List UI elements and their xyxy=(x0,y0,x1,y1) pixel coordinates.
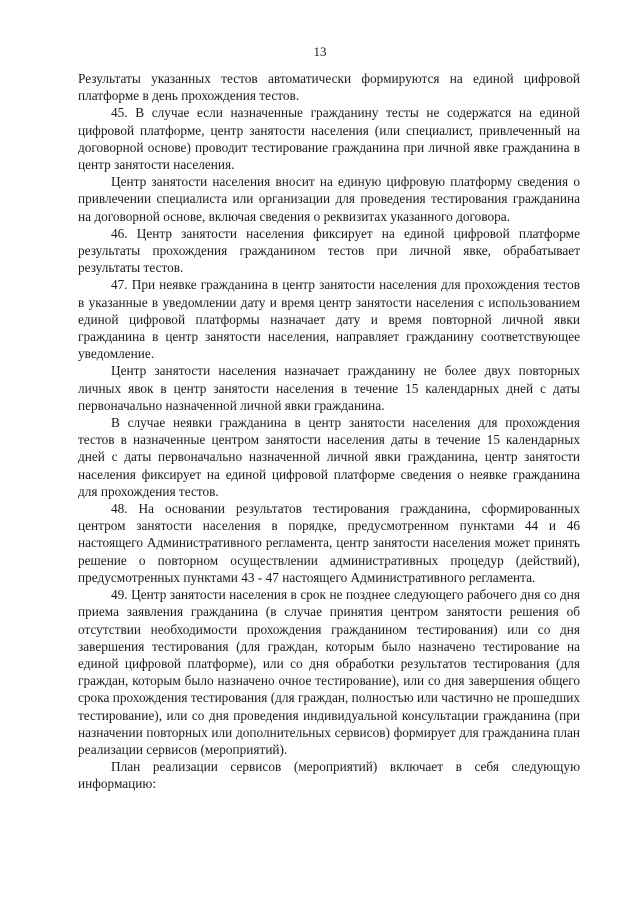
paragraph-specialist-info: Центр занятости населения вносит на единую цифровую платформу сведения о привлечении специалиста или организации для проведения тестирования гражданина на договорной основе, включая сведения о реквизитах указанного договора. xyxy=(78,174,580,224)
paragraph-item-46: 46. Центр занятости населения фиксирует на единой цифровой платформе результаты прохождения гражданином тестов при личной явке, обрабатывает результаты тестов. xyxy=(78,225,580,276)
paragraph-test-results: Результаты указанных тестов автоматически формируются на единой цифровой платформе в день прохождения тестов. xyxy=(78,71,580,104)
paragraph-repeat-visits: Центр занятости населения назначает гражданину не более двух повторных личных явок в центр занятости населения в течение 15 календарных дней с даты первоначально назначенной личной явки гражданина. xyxy=(78,363,580,413)
paragraph-item-49: 49. Центр занятости населения в срок не позднее следующего рабочего дня со дня приема заявления гражданина (в случае принятия центром занятости решения об отсутствии необходимости прохождения гражданином тестирования) или со дня завершения тестирования (для граждан, которым было назначено тестирование на единой цифровой платформе), или со дня обработки результатов тестирования (для граждан, которым было назначено очное тестирование), или со дня завершения общего срока прохождения тестирования (для граждан, полностью или частично не прошедших тестирование), или со дня проведения индивидуальной консультации гражданина (при назначении повторных или дополнительных сервисов) формирует для гражданина план реализации сервисов (мероприятий). xyxy=(78,587,580,757)
paragraph-item-48: 48. На основании результатов тестирования гражданина, сформированных центром занятости населения в порядке, предусмотренном пунктами 44 и 46 настоящего Административного регламента, центр занятости населения может принять решение о повторном осуществлении административных процедур (действий), предусмотренных пунктами 43 - 47 настоящего Административного регламента. xyxy=(78,501,580,585)
paragraph-non-appearance: В случае неявки гражданина в центр занятости населения для прохождения тестов в назначенные центром занятости населения даты в течение 15 календарных дней с даты первоначально назначенной личной явки гражданина, центр занятости населения фиксирует на единой цифровой платформе сведения о неявке гражданина для прохождения тестов. xyxy=(78,415,580,499)
paragraph-item-47: 47. При неявке гражданина в центр занятости населения для прохождения тестов в указанные в уведомлении дату и время центр занятости населения с использованием единой цифровой платформы назначает дату и время повторной личной явки гражданина в центр занятости населения, направляет гражданину соответствующее уведомление. xyxy=(78,277,580,362)
page-number: 13 xyxy=(313,44,327,59)
paragraph-item-45: 45. В случае если назначенные гражданину тесты не содержатся на единой цифровой платформе, центр занятости населения (или специалист, привлеченный на договорной основе) проводит тестирование гражданина при личной явке гражданина в центр занятости населения. xyxy=(78,105,580,173)
paragraph-plan-contents: План реализации сервисов (мероприятий) включает в себя следующую информацию: xyxy=(78,759,580,792)
document-body xyxy=(78,70,580,793)
